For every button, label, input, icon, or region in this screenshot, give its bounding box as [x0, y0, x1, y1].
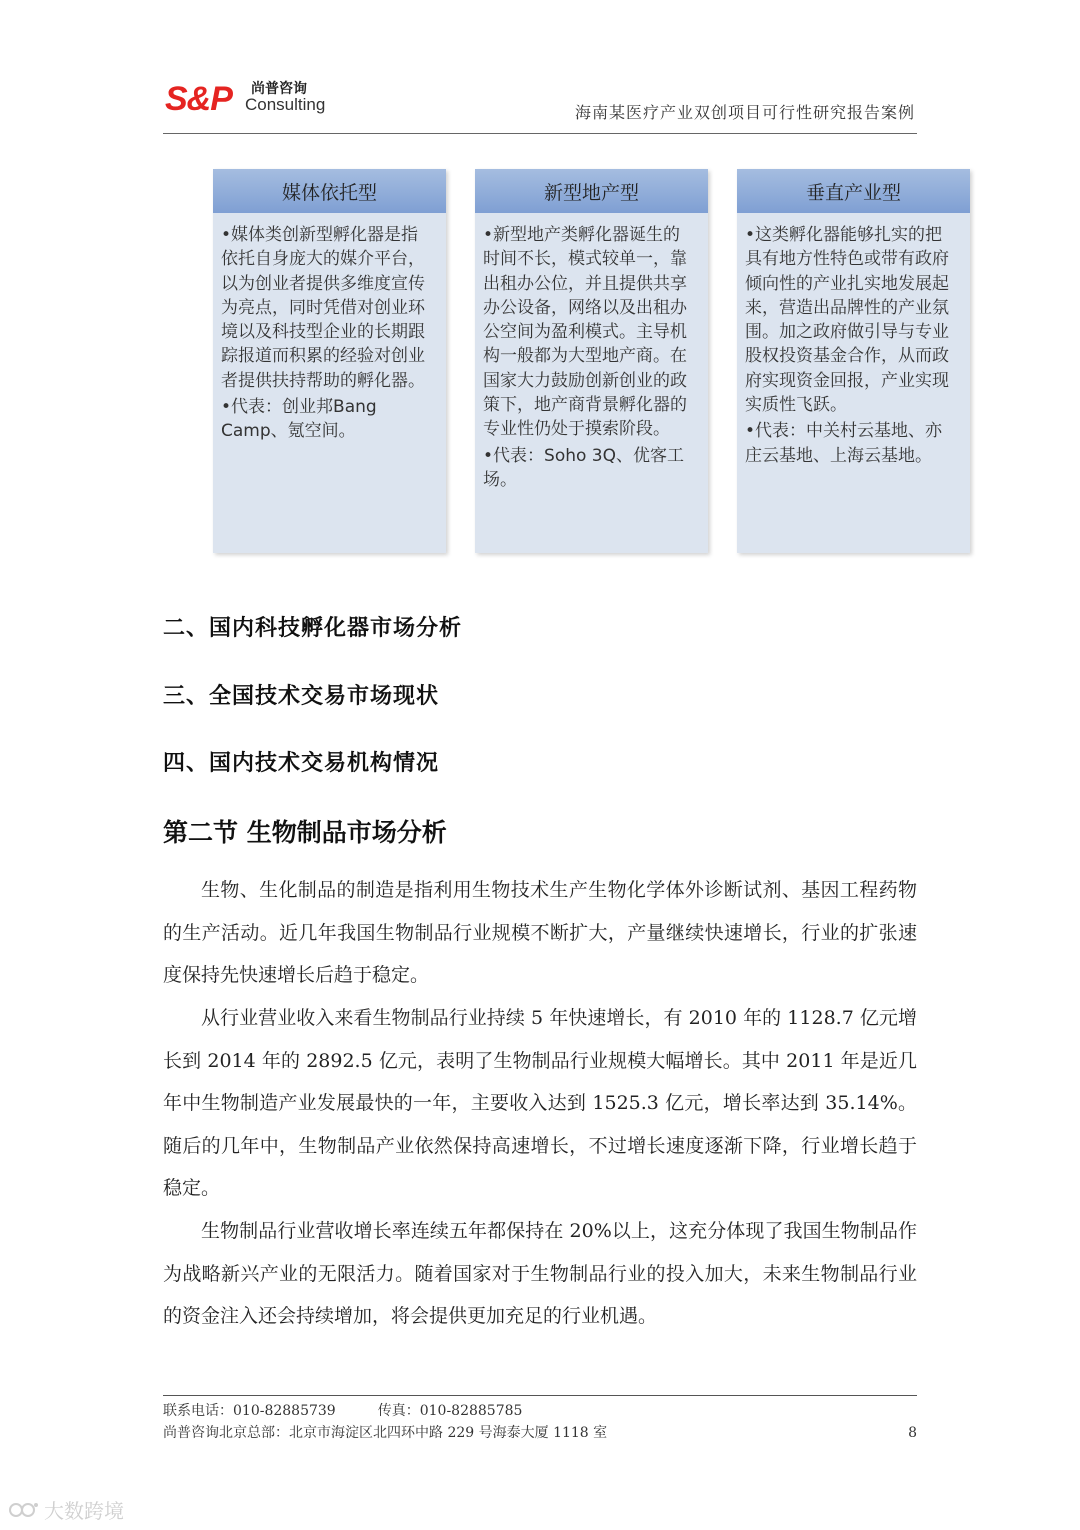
logo-mark: S&P	[165, 80, 232, 118]
body-paragraph-3: 生物制品行业营收增长率连续五年都保持在 20%以上，这充分体现了我国生物制品作为战略新兴产业的无限活力。随着国家对于生物制品行业的投入加大，未来生物制品行业的资金注入还会持续增加，将会提供更加充足的行业机遇。	[163, 1220, 917, 1328]
incubator-box-real-estate	[475, 169, 708, 553]
box-body	[737, 213, 970, 468]
page-header	[163, 76, 917, 134]
section-heading-3: 三、全国技术交易市场现状	[163, 684, 440, 709]
section-heading-4: 四、国内技术交易机构情况	[163, 751, 440, 776]
chapter-heading: 第二节 生物制品市场分析	[163, 818, 447, 847]
box-body	[475, 213, 708, 492]
incubator-box-vertical	[737, 169, 970, 553]
incubator-types-diagram	[213, 169, 970, 553]
incubator-box-media	[213, 169, 446, 553]
box-examples: •代表：Soho 3Q、优客工场。	[483, 445, 684, 490]
page-footer	[163, 1395, 917, 1444]
body-paragraph-1: 生物、生化制品的制造是指利用生物技术生产生物化学体外诊断试剂、基因工程药物的生产活动。近几年我国生物制品行业规模不断扩大，产量继续快速增长，行业的扩张速度保持先快速增长后趋于稳定。	[163, 879, 917, 987]
watermark-icon	[8, 1499, 40, 1521]
footer-address-row	[163, 1422, 917, 1444]
box-description: •媒体类创新型孵化器是指依托自身庞大的媒介平台，以为创业者提供多维度宣传为亮点，同时凭借对创业环境以及科技型企业的长期跟踪报道而积累的经验对创业者提供扶持帮助的孵化器。	[221, 225, 425, 391]
page-number: 8	[908, 1425, 917, 1441]
watermark	[8, 1495, 124, 1524]
box-examples: •代表：中关村云基地、亦庄云基地、上海云基地。	[745, 421, 943, 466]
footer-address: 尚普咨询北京总部：北京市海淀区北四环中路 229 号海泰大厦 1118 室	[163, 1425, 608, 1441]
footer-phone: 联系电话：010-82885739	[163, 1403, 336, 1419]
watermark-text: 大数跨境	[44, 1499, 124, 1523]
box-examples: •代表：创业邦Bang Camp、氪空间。	[221, 397, 377, 442]
logo-chinese: 尚普咨询	[251, 81, 307, 97]
box-body	[213, 213, 446, 444]
box-description: •新型地产类孵化器诞生的时间不长，模式较单一，靠出租办公位，并且提供共享办公设备，网络以及出租办公空间为盈利模式。主导机构一般都为大型地产商。在国家大力鼓励创新创业的政策下，地产商背景孵化器的专业性仍处于摸索阶段。	[483, 225, 687, 440]
box-title: 新型地产型	[475, 169, 708, 213]
section-heading-2: 二、国内科技孵化器市场分析	[163, 616, 463, 641]
footer-contact-row	[163, 1400, 917, 1422]
body-paragraph-2: 从行业营业收入来看生物制品行业持续 5 年快速增长，有 2010 年的 1128.7 亿元增长到 2014 年的 2892.5 亿元，表明了生物制品行业规模大幅增长。其中 2011 年是近几年中生物制造产业发展最快的一年，主要收入达到 1525.3 亿元，增长率达到 35.14%。随后的几年中，生物制品产业依然保持高速增长，不过增长速度逐渐下降，行业增长趋于稳定。	[163, 1007, 917, 1200]
box-title: 垂直产业型	[737, 169, 970, 213]
footer-fax: 传真：010-82885785	[377, 1403, 523, 1419]
box-title: 媒体依托型	[213, 169, 446, 213]
logo-english: Consulting	[245, 95, 326, 114]
box-description: •这类孵化器能够扎实的把具有地方性特色或带有政府倾向性的产业扎实地发展起来，营造出品牌性的产业氛围。加之政府做引导与专业股权投资基金合作，从而政府实现资金回报，产业实现实质性飞跃。	[745, 225, 949, 416]
report-title: 海南某医疗产业双创项目可行性研究报告案例	[574, 103, 915, 122]
